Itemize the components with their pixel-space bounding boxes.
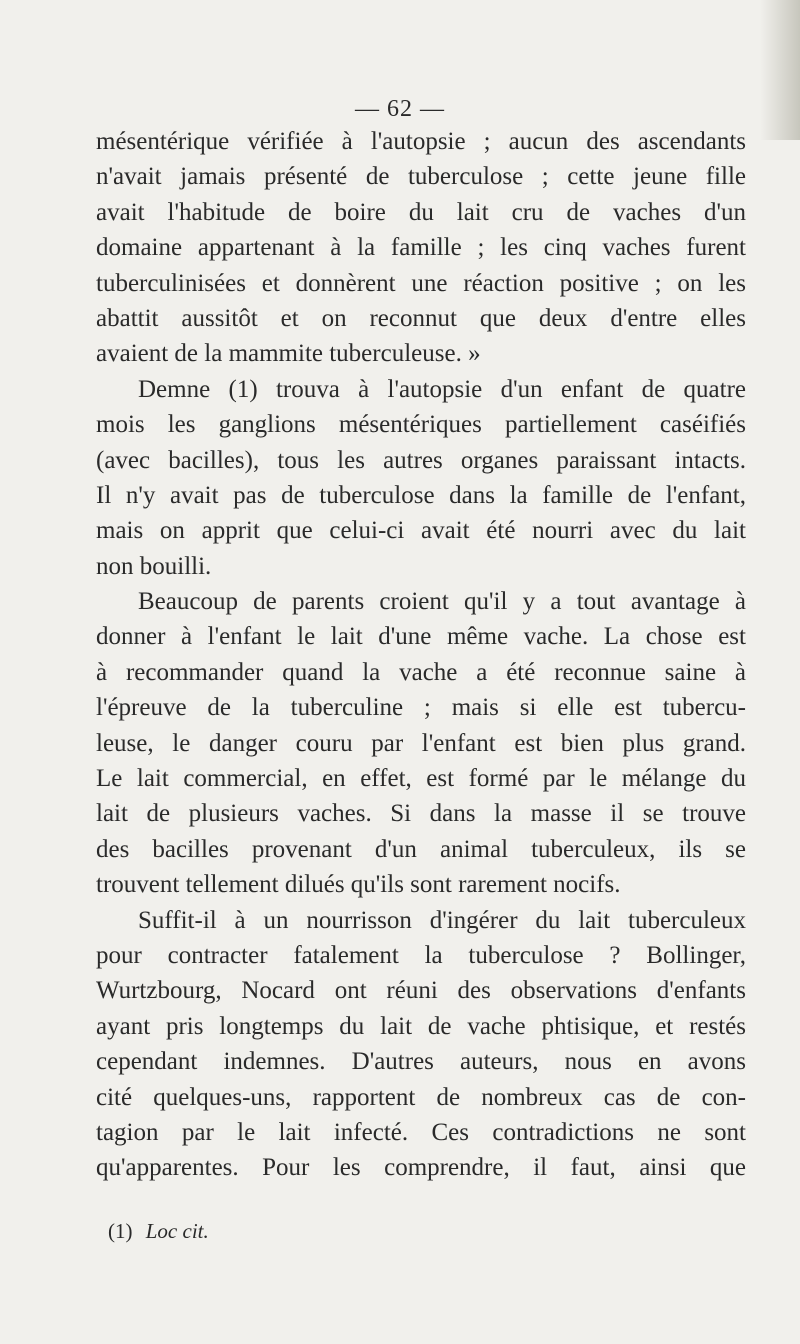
text-line: donner à l'enfant le lait d'une même vache. La chose est bbox=[96, 623, 746, 651]
text-line: lait de plusieurs vaches. Si dans la masse il se trouve bbox=[96, 800, 746, 828]
text-line: l'épreuve de la tuberculine ; mais si elle est tubercu- bbox=[96, 694, 746, 722]
text-line: trouvent tellement dilués qu'ils sont rarement nocifs. bbox=[96, 871, 621, 899]
text-line: domaine appartenant à la famille ; les cinq vaches furent bbox=[96, 234, 746, 262]
text-line: Il n'y avait pas de tuberculose dans la famille de l'enfant, bbox=[96, 481, 746, 509]
text-line: n'avait jamais présenté de tuberculose ; cette jeune fille bbox=[96, 163, 746, 191]
text-line: abattit aussitôt et on reconnut que deux d'entre elles bbox=[96, 304, 746, 332]
text-line: mais on apprit que celui-ci avait été nourri avec du lait bbox=[96, 517, 746, 545]
text-line: Beaucoup de parents croient qu'il y a tout avantage à bbox=[138, 588, 746, 616]
text-line: Suffit-il à un nourrisson d'ingérer du lait tuberculeux bbox=[138, 906, 746, 934]
footnote bbox=[108, 1219, 209, 1244]
text-line: cité quelques-uns, rapportent de nombreux cas de con- bbox=[96, 1083, 746, 1111]
text-line: pour contracter fatalement la tuberculose ? Bollinger, bbox=[96, 941, 746, 969]
text-line: Demne (1) trouva à l'autopsie d'un enfant de quatre bbox=[138, 375, 746, 403]
text-line: à recommander quand la vache a été reconnue saine à bbox=[96, 658, 746, 686]
text-line: qu'apparentes. Pour les comprendre, il faut, ainsi que bbox=[96, 1154, 746, 1182]
text-line: tuberculinisées et donnèrent une réaction positive ; on les bbox=[96, 269, 746, 297]
text-line: non bouilli. bbox=[96, 552, 212, 580]
text-line: mésentérique vérifiée à l'autopsie ; aucun des ascendants bbox=[96, 128, 746, 155]
text-line: mois les ganglions mésentériques partiellement caséifiés bbox=[96, 411, 746, 439]
body-text bbox=[96, 124, 746, 1186]
text-line: ayant pris longtemps du lait de vache phtisique, et restés bbox=[96, 1012, 746, 1040]
text-line: avait l'habitude de boire du lait cru de vaches d'un bbox=[96, 198, 746, 226]
text-line: des bacilles provenant d'un animal tuberculeux, ils se bbox=[96, 835, 746, 863]
text-line: leuse, le danger couru par l'enfant est bien plus grand. bbox=[96, 729, 746, 757]
text-line: Wurtzbourg, Nocard ont réuni des observations d'enfants bbox=[96, 977, 746, 1005]
page-number: — 62 — bbox=[355, 96, 445, 122]
footnote-marker: (1) bbox=[108, 1219, 133, 1243]
text-line: tagion par le lait infecté. Ces contradictions ne sont bbox=[96, 1118, 746, 1146]
footnote-text: Loc cit. bbox=[145, 1219, 209, 1243]
text-line: Le lait commercial, en effet, est formé par le mélange du bbox=[96, 765, 746, 793]
text-line: (avec bacilles), tous les autres organes paraissant intacts. bbox=[96, 446, 746, 474]
text-line: avaient de la mammite tuberculeuse. » bbox=[96, 340, 481, 368]
text-line: cependant indemnes. D'autres auteurs, nous en avons bbox=[96, 1048, 746, 1076]
